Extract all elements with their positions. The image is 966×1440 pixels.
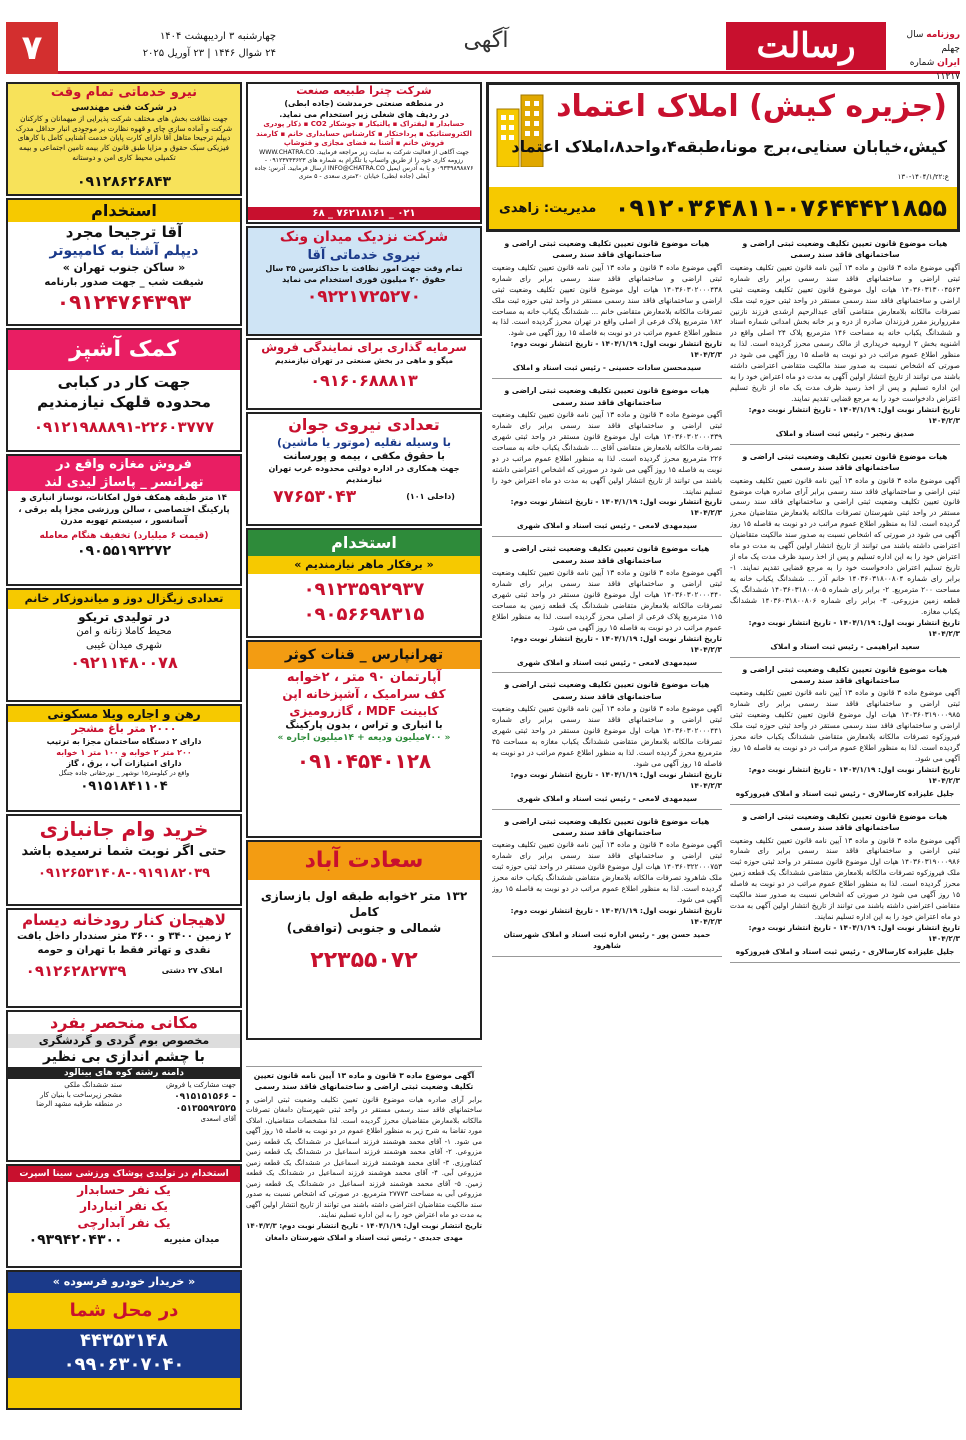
notice-signature: سیدمحسن سادات حسینی - رئیس ثبت اسناد و املاک — [512, 363, 702, 373]
ad-line: « برقکار ماهر نیازمندیم » — [248, 556, 480, 575]
ad-line: واقع در کیلومتر۱۵ نوشهر _ نورحقانی جاده جنگل — [58, 769, 190, 778]
ad-body: ۱۴ متر طبقه همکف فول امکانات، نوساز انباری و پارکینگ اختصاصی ، سالن ورزشی مجزا پله برقی ، آسانسور ، سیستم تهویه مدرن — [18, 493, 230, 527]
ad-vanak-cleaner — [246, 226, 482, 336]
notice-signature: جلیل علیزاده کارسالاری - رئیس ثبت اسناد و املاک فیروزکوه — [735, 788, 955, 798]
notice-body: آگهی موضوع ماده ۳ قانون و ماده ۱۳ آیین نامه قانون تعیین تکلیف وضعیت ثبتی اراضی و ساختمانهای فاقد سند رسمی برابر رای شماره ۱۴۰۳۶۰۳۱۹۰۰۰۹۸۵ هیات اول موضوع قانون تعیین تکلیف وضعیت ثبتی اراضی و ساختمانهای فاقد سند رسمی مستقر در واحد ثبتی حوزه ثبت ملک فیروزکوه تصرفات مالکانه بلامعارض متقاضی ششدانگ یکباب خانه محرز گردیده است. لذا به منظور اطلاع عموم مراتب در دو نوبت به فاصله ۱۵ روز آگهی می شود. — [730, 688, 960, 763]
notice-heading: آگهی موضوع ماده ۳ قانون و ماده ۱۳ آیین نامه قانون تعیین تکلیف وضعیت ثبتی اراضی و ساختمانهای فاقد سند رسمی — [253, 1071, 475, 1092]
ad-title: فروش مغازه واقع در — [8, 456, 240, 474]
ad-phone[interactable]: ۰۹۳۹۴۲۰۴۳۰۰ — [28, 1231, 123, 1248]
ad-note: در منطقه طرقبه مشهد الرضا — [36, 1100, 122, 1109]
ad-phone[interactable]: ۲۲۳۵۵۰۷۲ — [310, 948, 418, 974]
notice-heading: هیات موضوع قانون تعیین تکلیف وضعیت ثبتی اراضی و ساختمانهای فاقد سند رسمی — [742, 811, 948, 833]
notice-body: آگهی موضوع ماده ۳ قانون و ماده ۱۳ آیین نامه قانون تعیین تکلیف وضعیت ثبتی اراضی و ساختمانهای فاقد سند رسمی برابر رای شماره ۱۴۰۳۶۰۳۰۲۰۰۰۴۴۰ هیات اول موضوع قانون مستقر در واحد ثبتی شهری تصرفات مالکانه بلامعارض متقاضی ششدانگ یک قطعه زمین به مساحت ۱۱۵ مترمربع پلاک فرعی از اصلی محرز گردیده است. لذا به منظور اطلاع عموم مراتب در دو نوبت به فاصله ۱۵ روز آگهی می شود. — [492, 568, 722, 632]
notice-heading: هیات موضوع قانون تعیین تکلیف وضعیت ثبتی اراضی و ساختمانهای فاقد سند رسمی — [504, 239, 710, 260]
notice-heading: هیات موضوع قانون تعیین تکلیف وضعیت ثبتی اراضی و ساختمانهای فاقد سند رسمی — [742, 451, 948, 473]
ad-line: آقا ترجیحا مجرد — [65, 222, 183, 241]
notice-signature: جلیل علیزاده کارسالاری - رئیس ثبت اسناد و املاک فیروزکوه — [735, 946, 955, 956]
ad-line: یک نفر آبدارچی — [77, 1215, 171, 1230]
notice-heading: هیات موضوع قانون تعیین تکلیف وضعیت ثبتی اراضی و ساختمانهای فاقد سند رسمی — [504, 544, 710, 565]
ad-old-car-buyer — [6, 1270, 242, 1410]
notice-body: آگهی موضوع ماده ۳ قانون و ماده ۱۳ آیین نامه قانون تعیین تکلیف وضعیت ثبتی اراضی و ساختمانهای فاقد سند رسمی برابر رای شماره ۱۴۰۳۶۰۳۰۲۰۰۰۴۴۱ هیات اول موضوع قانون مستقر در واحد ثبتی شهری تصرفات مالکانه بلامعارض متقاضی ششدانگ یکباب مغازه به مساحت ۴۵ مترمربع محرز گردیده است. لذا به منظور اطلاع عموم مراتب در دو نوبت به فاصله ۱۵ روز آگهی می شود. — [492, 704, 722, 768]
ad-phone[interactable]: ۰۹۱۲۳۵۹۲۹۳۷ — [303, 579, 425, 601]
ad-line: در تولیدی تریکو — [78, 609, 170, 624]
ad-title: سعادت آباد — [248, 842, 480, 880]
notice-date: تاریخ انتشار نوبت اول: ۱۴۰۴/۱/۱۹ - تاریخ انتشار نوبت دوم: ۱۴۰۴/۲/۳ — [246, 1221, 482, 1230]
page-number: ۷ — [6, 22, 58, 74]
notice-date: تاریخ انتشار نوبت اول: ۱۴۰۴/۱/۱۹ - تاریخ انتشار نوبت دوم: ۱۴۰۴/۲/۳ — [748, 617, 960, 638]
ad-line: محیط کاملا زنانه و امن — [76, 626, 172, 638]
ad-phone[interactable]: ۰۹۱۲۴۷۶۴۳۹۳ — [56, 290, 192, 315]
ad-note: سند ششدانگ ملکی — [64, 1081, 122, 1090]
ad-line: ۲ زمین ۳۴۰۰ و ۳۶۰۰ متر سنددار داخل بافت — [17, 931, 231, 943]
ad-line: محدوده قلهک نیازمندیم — [37, 393, 211, 412]
ad-phone[interactable]: ۰۹۰۵۵۱۹۳۲۷۲ — [77, 542, 171, 559]
ad-line: جهت همکاری در اداره دولتی محدوده غرب تهران نیازمندیم — [268, 463, 460, 484]
notice-signature: حمید حسن پور - رئیس اداره ثبت اسناد و املاک شهرستان شاهرود — [503, 929, 711, 950]
meta-label: روزنامه — [926, 30, 960, 40]
ad-line: در محل شما — [69, 1299, 179, 1321]
notice-heading: هیات موضوع قانون تعیین تکلیف وضعیت ثبتی اراضی و ساختمانهای فاقد سند رسمی — [504, 386, 710, 407]
ad-title: استخدام در تولیدی پوشاک ورزشی سینا اسپرت — [8, 1166, 240, 1182]
notice-body: آگهی موضوع ماده ۳ قانون و ماده ۱۳ آیین نامه قانون تعیین تکلیف وضعیت ثبتی اراضی و ساختمانهای فاقد سند رسمی برابر رای شماره ۱۴۰۳۶۰۳۱۹۰۰۰۹۸۶ هیات اول موضوع قانون مستقر در واحد ثبتی حوزه ثبت ملک فیروزکوه تصرفات مالکانه بلامعارض متقاضی ششدانگ یک قطعه زمین محرز گردیده است. لذا به منظور اطلاع عموم مراتب در دو نوبت به فاصله ۱۵ روز آگهی می شود در صورتی که اشخاص نسبت به صدور سند مالکیت متقاضی اعتراضی داشته باشند می توانند از تاریخ انتشار اولین آگهی به مدت دو ماه اعتراض خود را به این اداره تسلیم نمایند. — [730, 835, 960, 922]
ad-title: سرمایه گذاری برای نمایندگی فروش — [261, 340, 467, 354]
ad-villa-rent — [6, 704, 242, 812]
ad-electrician — [246, 528, 482, 638]
ad-line: با وسیله نقلیه (موتور یا ماشین) — [277, 435, 451, 449]
notice-item — [492, 385, 722, 537]
ad-title: تعدادی زیگزال دوز و میاندوزکار خانم — [8, 590, 240, 609]
ad-line: نقدی و تهاتر فقط با تهران و حومه — [37, 944, 211, 956]
notice-date: تاریخ انتشار نوبت اول: ۱۴۰۴/۱/۱۹ - تاریخ انتشار نوبت دوم: ۱۴۰۴/۲/۳ — [748, 764, 960, 785]
notice-heading: هیات موضوع قانون تعیین تکلیف وضعیت ثبتی اراضی و ساختمانهای فاقد سند رسمی — [742, 664, 948, 685]
ad-title: مکانی منحصر بفرد — [50, 1013, 198, 1032]
notice-signature: مهدی جدیدی - رئیس ثبت اسناد و املاک شهرستان دامغان — [265, 1234, 463, 1243]
ad-title: شرکت نزدیک میدان ونک — [279, 229, 449, 245]
ad-phone[interactable]: ۰۹۰۵۶۶۹۸۳۱۵ — [303, 603, 425, 625]
ad-hiring-single-male — [6, 198, 242, 326]
ad-price: (قیمت ۶ میلیارد) تخفیف هنگام معامله — [39, 530, 209, 541]
ad-phone[interactable]: ۰۹۱۲۰۳۶۴۸۱۱-۰۷۶۴۴۴۲۱۸۵۵ — [614, 194, 947, 222]
ad-line: یک نفر حسابدار — [77, 1183, 171, 1198]
ad-code: ع:۱۴۰۴/۱/۲۲-۱۳۰ — [897, 173, 949, 181]
ad-body: جهت نظافت بخش های مختلف شرکت پذیرایی از میهمانان و کارکنان شرکت و آماده سازی چای و قهوه نظارت بر موجودی انبار حداقل مدرک دیپلم ترجیحا متاهل آقا دارای کارت پایان خدمت آشنایی کامل با کارهای فیزیکی سبک حقوق و مزایا طبق قانون کار بیمه تامین اجتماعی و بیمه تکمیلی محیط کاری امن و دوستانه — [15, 113, 233, 163]
notice-date: تاریخ انتشار نوبت اول: ۱۴۰۴/۱/۱۹ - تاریخ انتشار نوبت دوم: ۱۴۰۴/۲/۳ — [748, 923, 960, 943]
ad-line: با چشم اندازی بی نظیر — [43, 1049, 205, 1066]
ad-line: « ساکن جنوب تهران » — [62, 260, 186, 274]
ad-note: مشجر زیرساخت با بنیان کار — [39, 1090, 122, 1099]
notice-date: تاریخ انتشار نوبت اول: ۱۴۰۴/۱/۱۹ - تاریخ انتشار نوبت دوم: ۱۴۰۴/۲/۳ — [510, 497, 722, 518]
ad-address: کیش،خیابان سنایی،برج مونا،طبقه۴،واحد۸،املاک اعتماد — [511, 137, 947, 156]
ad-line: نیروی خدماتی آقا — [307, 247, 421, 263]
ad-lahijan-land — [6, 908, 242, 1008]
ad-line: دارای امتیازات آب ، برق ، گاز — [66, 758, 182, 768]
notice-date: تاریخ انتشار نوبت اول: ۱۴۰۴/۱/۱۹ - تاریخ انتشار نوبت دوم: ۱۴۰۴/۲/۳ — [510, 906, 722, 927]
ad-line: در ردیف های شغلی زیر استخدام می نماید. — [279, 109, 449, 119]
ad-place: میدان منیریه — [163, 1235, 220, 1246]
ad-line: ۲۰۰ متر ۲ خوابه و ۱۰۰ متر ۱ خوابه — [56, 747, 192, 757]
ad-line: با انباری و تراس ، بدون پارکینگ — [285, 719, 443, 731]
ad-phone[interactable]: ۰۹۱۲۶۵۳۱۴۰۸-۰۹۱۹۱۸۲۰۳۹ — [37, 865, 211, 881]
masthead-meta — [890, 28, 960, 84]
ad-phone[interactable]: ۰۹۱۵۱۸۴۱۱۰۴ — [80, 779, 168, 795]
ad-body: جهت آگاهی از فعالیت شرکت به سایت زیر مراجعه فرمایید. WWW.CHATRA.CO رزومه کاری خود را از طریق واتساپ یا تلگرام به شماره های ۰۹۱۲۳۷۴۳۶۲۳ - ۰۹۳۳۹۸۹۸۸۷۶ و یا به آدرس ایمیل INFO@CHATRA.CO ارسال فرمایید. آدرس: جاده آبعلی (جاده ابطی) خیابان ۲۰متری سعدی - ۵ متری — [254, 148, 474, 180]
ad-sewing-workers — [6, 588, 242, 702]
ad-items: حسابدار ▪ لیفتراک ▪ پالتیکار ▪ جوشکار CO2 ▪ ذکار پودری الکتروستاتیک ▪ پرداختکار ▪ کارشناس حسابداری خانم ▪ کارمند فروش خانم ▪ آشنا به فضای مجازی و فتوشاپ — [256, 120, 472, 148]
ad-phone[interactable]: ۷۷۶۵۳۰۴۳ — [273, 486, 357, 507]
newspaper-logo: رسالت — [726, 22, 886, 70]
ad-title: لاهیجان کنار رودخانه دیسام — [22, 911, 226, 929]
ad-saadat-abad-apartment — [246, 840, 482, 1040]
notice-signature: صدیق رنجبر - رئیس ثبت اسناد و املاک — [775, 428, 915, 438]
ad-ext: (داخلی ۱۰۱) — [406, 491, 455, 501]
ad-line: جهت کار در کبابی — [57, 373, 191, 391]
ad-line: دیپلم آشنا به کامپیوتر — [49, 242, 199, 259]
ad-phone[interactable]: ۰۹۱۲۸۶۲۶۸۴۳ — [77, 174, 171, 191]
ad-line: آپارتمان ۹۰ متر ، ۲خوابه — [286, 669, 442, 685]
legal-notices-column-2 — [492, 238, 722, 1414]
notice-body: آگهی موضوع ماده ۳ قانون و ماده ۱۳ آیین نامه قانون تعیین تکلیف وضعیت ثبتی اراضی و ساختمانهای فاقد سند رسمی برابر رای شماره ۱۴۰۳۶۰۳۱۳۰۰۴۵۶۳ هیات اول موضوع قانون تعیین تکلیف وضعیت ثبتی اراضی و ساختمانهای فاقد سند رسمی مستقر در واحد ثبتی حوزه ثبت ملک تصرفات مالکانه بلامعارض متقاضی آقای عبدالرحیم ارشدی فرزند نازنین مقررواریز مقرر فرزندان صادره از دره و بر خانه بخش امدانی شماره اسناد و ششدانگ یکباب خانه به مساحت ۱۴۶ مترمربع پلاک ۲۴ اصلی واقع در اشنویه بخش ۲ ارومیه خریداری از مالک رسمی محرز گردیده است. لذا به منظور اطلاع عموم مراتب در دو نوبت به فاصله ۱۵ روز آگهی می شود در صورتی که اشخاص نسبت به صدور سند مالکیت متقاضی اعتراضی داشته باشند می توانند از تاریخ انتشار اولین آگهی به مدت دو ماه اعتراض خود را به این اداره تسلیم و پس از اخذ رسید ظرف مدت یک ماه از تاریخ تسلیم اعتراض دادخواست خود را به مرجع قضایی تقدیم نمایند. — [730, 262, 960, 404]
ad-line: حقوق ۲۰ میلیون فوری استخدام می نماید — [282, 275, 446, 285]
ad-line: شمالی و جنوبی (توافقی) — [286, 921, 442, 936]
notice-item — [492, 238, 722, 379]
ad-phone[interactable]: ۶۸ _ ۷۶۲۱۸۱۶۱ _ ۰۲۱ — [248, 207, 480, 221]
ad-veteran-loan — [6, 814, 242, 906]
ad-tehranpars-apartment — [246, 640, 482, 838]
ad-line: ۲۰۰۰ متر باغ مشجر — [71, 722, 177, 736]
ad-line: یک نفر انباردار — [80, 1199, 168, 1214]
notice-body: آگهی موضوع ماده ۳ قانون و ماده ۱۳ آیین نامه قانون تعیین تکلیف وضعیت ثبتی اراضی و ساختمانهای فاقد سند رسمی برابر رای شماره ۱۴۰۳۶۰۳۲۲۰۰۰۷۵۳ هیات اول موضوع قانون مستقر در واحد ثبتی حوزه ثبت ملک شاهرود تصرفات مالکانه بلامعارض متقاضی ششدانگ یکباب خانه محرز گردیده است. لذا به منظور اطلاع عموم مراتب در دو نوبت به فاصله ۱۵ روز آگهی می شود. — [492, 840, 722, 905]
ad-title: « خریدار خودرو فرسوده » — [8, 1272, 240, 1293]
notice-item — [730, 451, 960, 658]
ad-agency: املاک ۲۷ دشتی — [161, 965, 223, 975]
ad-line: در منطقه صنعتی خرمدشت (جاده ابطی) — [284, 98, 444, 108]
ad-title: تعدادی نیروی جوان — [288, 415, 440, 434]
ad-subtitle: در شرکت فنی مهندسی — [71, 102, 177, 113]
ad-title: استخدام — [248, 530, 480, 556]
ad-ecotourism-land — [6, 1010, 242, 1162]
ad-seafood-investment — [246, 338, 482, 410]
ad-line: مخصوص بوم گردی و گردشگری — [8, 1034, 240, 1049]
notice-signature: سعید ابراهیمی - رئیس ثبت اسناد و املاک — [770, 641, 920, 651]
ad-cleaning-staff — [6, 82, 242, 196]
ad-shop-sale — [6, 454, 242, 586]
ad-phone[interactable]: ۰۹۱۶۰۶۸۸۸۱۳ — [310, 370, 418, 390]
masthead-dates — [66, 28, 276, 62]
notice-heading: هیات موضوع قانون تعیین تکلیف وضعیت ثبتی اراضی و ساختمانهای فاقد سند رسمی — [504, 680, 710, 701]
ad-line: با حقوق مکفی ، بیمه و پورسانت — [283, 451, 445, 463]
ad-title: (جزیره کیش) املاک اعتماد — [556, 89, 947, 124]
notice-heading: هیات موضوع قانون تعیین تکلیف وضعیت ثبتی اراضی و ساختمانهای فاقد سند رسمی — [504, 816, 710, 838]
ad-phone[interactable]: ۰۹۱۲۱۹۸۸۸۹۱-۲۲۶۰۳۷۷۷ — [33, 417, 215, 436]
ad-phone[interactable]: ۰۹۱۲۶۲۸۲۷۳۹ — [25, 962, 127, 981]
notice-item — [492, 543, 722, 673]
notice-date: تاریخ انتشار نوبت اول: ۱۴۰۴/۱/۱۹ - تاریخ انتشار نوبت دوم: ۱۴۰۴/۲/۳ — [510, 633, 722, 654]
ad-line: تمام وقت جهت امور نظافت با حداکثرسن ۳۵ سال — [265, 264, 463, 274]
ad-manager: مدیریت: زاهدی — [499, 200, 597, 216]
ad-title: کمک آشپز — [8, 330, 240, 370]
date-line: ۲۴ شوال ۱۴۴۶ | ۲۳ آوریل ۲۰۲۵ — [142, 48, 276, 59]
notice-item — [730, 238, 960, 445]
ad-chatra-company — [246, 82, 482, 224]
legal-notices-column-1 — [730, 238, 960, 1414]
ad-note: جهت مشارکت یا فروش — [165, 1081, 236, 1090]
meta-label: ایران — [937, 58, 960, 68]
ad-phone[interactable]: ۴۴۳۵۳۱۴۸ — [8, 1329, 240, 1353]
ad-contact: آقای اسعدی — [200, 1115, 236, 1124]
ad-line: میگو و ماهی در بخش صنعتی در تهران نیازمندیم — [274, 355, 454, 365]
ad-young-workforce — [246, 412, 482, 526]
notice-signature: سیدمهدی لامعی - رئیس ثبت اسناد و املاک شهری — [516, 657, 697, 667]
ad-line: ۱۳۲ متر ۲خوابه طبقه اول بازسازی کامل — [260, 888, 468, 919]
notice-date: تاریخ انتشار نوبت اول: ۱۴۰۴/۱/۱۹ - تاریخ انتشار نوبت دوم: ۱۴۰۴/۲/۳ — [510, 769, 722, 790]
notice-body: برابر آرای صادره هیات موضوع قانون تعیین تکلیف وضعیت ثبتی اراضی و ساختمانهای فاقد سند رسمی مستقر در واحد ثبتی شهرستان دامغان تصرفات مالکانه بلامعارض متقاضیان محرز گردیده است. لذا مشخصات متقاضیان، املاک مورد تقاضا به شرح زیر به منظور اطلاع عموم در دو نوبت به فاصله ۱۵ روز آگهی می شود. ۱- آقای محمد هوشمند فرزند اسماعیل در ششدانگ یک قطعه زمین مزروعی. ۲- آقای محمد هوشمند فرزند اسماعیل در ششدانگ یک قطعه زمین کشاورزی. ۳- آقای محمد هوشمند فرزند اسماعیل در ششدانگ یک قطعه زمین مزروعی آبی. ۴- آقای محمد هوشمند فرزند اسماعیل در ششدانگ یک قطعه زمین. ۵- آقای محمد هوشمند فرزند اسماعیل در ششدانگ یک قطعه زمین مزروعی آبی به مساحت ۲۷۷۷۳ مترمربع. در صورتی که اشخاص نسبت به صدور سند مالکیت متقاضیان اعتراضی داشته باشند می توانند از تاریخ انتشار اولین آگهی به مدت دو ماه اعتراض خود را به این اداره تسلیم نمایند. — [246, 1095, 482, 1220]
ad-line: کابینت MDF ، گازرومیزی — [289, 703, 439, 718]
legal-notice-damghan — [246, 1066, 482, 1414]
ad-line: دارای ۲ دستگاه ساختمان مجزا به ترتیب — [46, 737, 202, 747]
phone-band — [489, 187, 957, 229]
ad-phone[interactable]: ۰۹۲۲۱۷۲۵۲۷۰ — [306, 287, 422, 308]
ad-line: تهرانسر _ پاساژ لیدی لند — [8, 474, 240, 492]
ad-kish-real-estate — [486, 82, 960, 232]
notice-item — [492, 816, 722, 957]
notice-date: تاریخ انتشار نوبت اول: ۱۴۰۴/۱/۱۹ - تاریخ انتشار نوبت دوم: ۱۴۰۴/۲/۳ — [510, 339, 722, 360]
notice-body: آگهی موضوع ماده ۳ قانون و ماده ۱۳ آیین نامه قانون تعیین تکلیف وضعیت ثبتی اراضی و ساختمانهای فاقد سند رسمی برابر آرای صادره هیات موضوع قانون تعیین تکلیف وضعیت ثبتی اراضی و ساختمانهای فاقد سند رسمی مستقر در واحد ثبتی شهرستان تصرفات مالکانه بلامعارض متقاضیان محرز گردیده است. لذا به منظور اطلاع عموم مراتب در دو نوبت به فاصله ۱۵ روز آگهی می شود در صورتی که اشخاص نسبت به صدور سند مالکیت متقاضیان اعتراضی داشته باشند می توانند از تاریخ انتشار اولین آگهی به مدت دو ماه اعتراض خود را به این اداره تسلیم و پس از اخذ رسید ظرف مدت یک ماه از تاریخ تسلیم اعتراض دادخواست خود را به مرجع قضایی تقدیم نمایند. ۱- برابر رای شماره ۱۴۰۳۶۰۳۱۸۰۰۸۰۴ خانم آذر ... ششدانگ یکباب خانه به مساحت ۲۰۰ مترمربع. ۲- برابر رای شماره ۱۴۰۳۶۰۳۱۸۰۰۸۰۵ ششدانگ یک قطعه زمین مزروعی. ۳- برابر رای شماره ۱۴۰۳۶۰۳۱۸۰۰۸۰۶ ششدانگ یکباب مغازه. — [730, 475, 960, 616]
ad-title: نیرو خدماتی تمام وقت — [50, 85, 198, 100]
ad-line: شهری میدان غیبی — [85, 639, 163, 651]
meta-label: شماره ۱۱۲۱۷ — [909, 58, 960, 82]
ad-cook-assistant — [6, 328, 242, 452]
ad-phone[interactable]: ۰۹۹۰۶۳۰۷۰۴۰ — [8, 1353, 240, 1377]
ad-line: دامنه رشته کوه های بینالود — [8, 1067, 240, 1079]
ad-sportswear-hiring — [6, 1164, 242, 1268]
notice-heading: هیات موضوع قانون تعیین تکلیف وضعیت ثبتی اراضی و ساختمانهای فاقد سند رسمی — [742, 239, 948, 260]
ad-title: شرکت چترا طبیعه صنعت — [296, 84, 432, 97]
notice-body: آگهی موضوع ماده ۳ قانون و ماده ۱۳ آیین نامه قانون تعیین تکلیف وضعیت ثبتی اراضی و ساختمانهای فاقد سند رسمی برابر رای شماره ۱۴۰۳۶۰۳۰۲۰۰۰۴۳۸ هیات اول موضوع قانون تعیین تکلیف وضعیت ثبتی اراضی و ساختمانهای فاقد سند رسمی مستقر در واحد ثبتی حوزه ثبت ملک تصرفات مالکانه بلامعارض متقاضی خانم ... ششدانگ یکباب خانه به مساحت ۱۸۲ مترمربع پلاک فرعی از اصلی واقع در تهران محرز گردیده است. لذا به منظور اطلاع عموم مراتب در دو نوبت به فاصله ۱۵ روز آگهی می شود. — [492, 262, 722, 338]
notice-signature: سیدمهدی لامعی - رئیس ثبت اسناد و املاک شهری — [516, 521, 697, 531]
ad-line: حتی اگر نوبت شما نرسیده باشد — [21, 844, 227, 859]
ad-title: رهن و اجاره ویلا مسکونی — [8, 706, 240, 722]
notice-body: آگهی موضوع ماده ۳ قانون و ماده ۱۳ آیین نامه قانون تعیین تکلیف وضعیت ثبتی اراضی و ساختمانهای فاقد سند رسمی برابر رای شماره ۱۴۰۳۶۰۳۰۲۰۰۰۴۳۹ هیات اول موضوع قانون مستقر در واحد ثبتی شهری تصرفات مالکانه بلامعارض متقاضی آقای ... ششدانگ یکباب خانه به مساحت ۲۲۶ مترمربع محرز گردیده است. لذا به منظور اطلاع عموم مراتب در دو نوبت به فاصله ۱۵ روز آگهی می شود در صورتی که اشخاص اعتراضی داشته باشند می توانند از تاریخ انتشار اولین آگهی به مدت دو ماه اعتراض خود را تسلیم نمایند. — [492, 409, 722, 496]
notice-date: تاریخ انتشار نوبت اول: ۱۴۰۴/۱/۱۹ - تاریخ انتشار نوبت دوم: ۱۴۰۴/۲/۳ — [748, 404, 960, 425]
ad-line: کف سرامیک ، آشپزخانه اپن — [282, 687, 446, 702]
notice-signature: سیدمهدی لامعی - رئیس ثبت اسناد و املاک شهری — [516, 793, 697, 803]
notice-item — [246, 1070, 482, 1248]
notice-item — [730, 811, 960, 963]
date-line: چهارشنبه ۳ اردیبهشت ۱۴۰۴ — [159, 31, 276, 42]
ad-line: شیفت شب _ جهت صدور بارنامه — [44, 276, 204, 288]
section-title: آگهی — [463, 28, 509, 53]
ad-phone[interactable]: ۰۹۲۱۱۴۸۰۰۷۸ — [70, 653, 178, 673]
notice-item — [492, 679, 722, 809]
ad-title: تهرانپارس _ قنات کوثر — [248, 642, 480, 669]
meta-label: سال چهلم — [906, 30, 960, 54]
ad-line: « ۷۰۰میلیون ودیعه + ۱۴میلیون اجاره » — [277, 733, 451, 744]
ad-phone[interactable]: ۰۹۱۰۴۵۴۰۱۲۸ — [296, 749, 432, 774]
ad-title: خرید وام جانبازی — [39, 817, 209, 841]
ad-title: استخدام — [8, 200, 240, 222]
masthead — [6, 22, 960, 82]
ad-phone[interactable]: ۰۹۱۵۱۵۱۵۶۶ - ۰۵۱۳۵۵۹۲۵۲۵ — [174, 1091, 236, 1115]
notice-item — [730, 664, 960, 805]
